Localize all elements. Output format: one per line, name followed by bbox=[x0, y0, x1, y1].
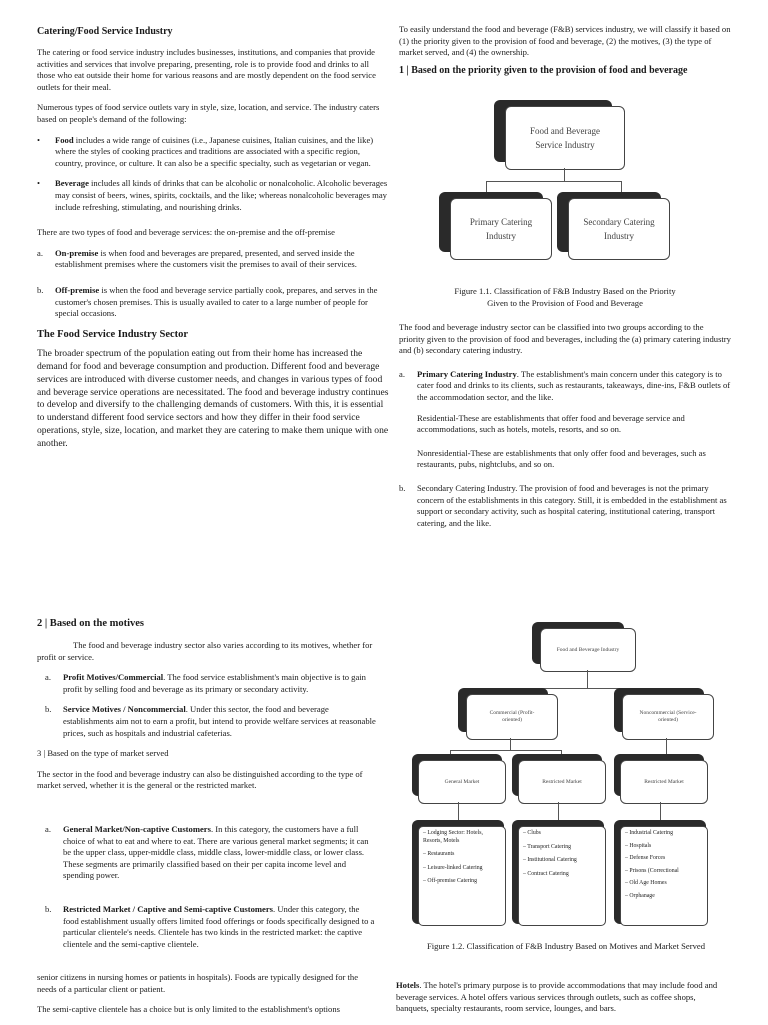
list-item-profit: a. Profit Motives/Commercial. The food service establishment's main objective is to gain profit by selling food and beverage as its primary or secondary activity. bbox=[45, 672, 366, 694]
paragraph-nonresidential: Nonresidential-These are establishments that only offer food and beverages, such as restaurants, pubs, nightclubs, and so on. bbox=[417, 447, 706, 470]
list-item-service: b. Service Motives / Noncommercial. Under this sector, the food and beverage establishments aim not to earn a profit, but intend to provide welfare services at reasonable prices, such as hospitals and industrial cafeterias. bbox=[45, 704, 376, 738]
paragraph: The semi-captive clientele has a choice but is only limited to the establishment's options bbox=[37, 1004, 340, 1015]
list-item-secondary-catering: b. Secondary Catering Industry. The provision of food and beverages is not the primary concern of the establishments in this category. Still, it is embedded in the establishment as support or secondary activity, such as hospital catering, institutional catering, transport catering, and the like. bbox=[399, 482, 727, 528]
left-top-column bbox=[37, 26, 389, 460]
list-restricted-noncommercial: – Industrial Catering – Hospitals – Defense Forces – Prisons (Correctional – Old Age Homes – Orphanage bbox=[620, 826, 708, 926]
list-general-market: – Lodging Sector: Hotels, Resorts, Motels – Restaurants – Leisure-linked Catering – Off-premise Catering bbox=[418, 826, 506, 926]
list-item-restricted-market: b. Restricted Market / Captive and Semi-captive Customers. Under this category, the food establishment usually offers limited food offerings or foods specifically designed to a particular clientele's needs. Clientele has two kinds in the restricted market: the captive clientele and the semi-captive clientele. bbox=[45, 903, 375, 949]
paragraph-hotels: Hotels. The hotel's primary purpose is to provide accommodations that may include food and beverage services. A hotel offers various services through outlets, such as coffee shops, banquets, specialty restaurants, room service, lounges, and bars. bbox=[396, 980, 718, 1014]
box-general-market: General Market bbox=[418, 760, 506, 804]
list-item-on-premise: a. On-premise is when food and beverages are prepared, presented, and served inside the establishment premises where the customers visit the premises to avail of their services. bbox=[37, 247, 357, 270]
paragraph: There are two types of food and beverage services: the on-premise and the off-premise bbox=[37, 227, 335, 238]
box-noncommercial: Noncommercial (Service-oriented) bbox=[622, 694, 714, 740]
connector bbox=[510, 738, 511, 750]
figure-caption: Figure 1.1. Classification of F&B Industry Based on the Priority Given to the Provision of Food and Beverage bbox=[454, 286, 676, 308]
left-bottom-column bbox=[37, 618, 377, 1025]
connector bbox=[564, 168, 565, 182]
section-title: Catering/Food Service Industry bbox=[37, 26, 173, 37]
paragraph: The food and beverage industry sector also varies according to its motives, whether for profit or service. bbox=[37, 640, 373, 662]
right-bottom-column bbox=[396, 980, 730, 1024]
section-heading: 1 | Based on the priority given to the provision of food and beverage bbox=[399, 64, 688, 76]
connector bbox=[486, 181, 622, 182]
box-primary-catering: Primary Catering Industry bbox=[450, 198, 552, 260]
list-item-general-market: a. General Market/Non-captive Customers. In this category, the customers have a full choice of what to eat and where to eat. There are various general market segments; it can be the upper class, upper-middle class, middle class, lower-middle class, or lower class. These segments are primarily classified based on their per capita income level and spending power. bbox=[45, 823, 369, 881]
subheading: 3 | Based on the type of market served bbox=[37, 748, 169, 759]
connector bbox=[587, 670, 588, 688]
box-secondary-catering: Secondary Catering Industry bbox=[568, 198, 670, 260]
paragraph: To easily understand the food and beverage (F&B) services industry, we will classify it based on (1) the priority given to the provision of food and beverage, (2) the motives, (3) the type of market served, and (4) the ownership. bbox=[399, 24, 731, 58]
paragraph: The sector in the food and beverage industry can also be distinguished according to the type of market served, whether it is the general or the restricted market. bbox=[37, 768, 363, 791]
right-top-column bbox=[399, 24, 731, 86]
subsection-title: The Food Service Industry Sector bbox=[37, 328, 189, 340]
box-restricted-market: Restricted Market bbox=[518, 760, 606, 804]
paragraph-residential: Residential-These are establishments that offer food and beverage service and accommodations, such as hotels, motels, resorts, and so on. bbox=[417, 412, 685, 435]
paragraph: The catering or food service industry includes businesses, institutions, and companies that provide activities and services that involve preparing, presenting, role is to provide food and drinks to all those who eat outside their home for various reasons and are mostly dependent on the food service outlets for their meal. bbox=[37, 47, 376, 92]
box-restricted-market: Restricted Market bbox=[620, 760, 708, 804]
paragraph: The broader spectrum of the population eating out from their home has increased the demand for food and beverage consumption and production. Different food and beverage services are introduced with diverse customer needs, and changes in various types of food and beverage service operations are necessitated. The food and beverage industry continues to develop and diversify to the challenging demands of customers. With this, it is essential to understand different food service sectors and how they differ in their food service operations, style, size, location, and market they are catering to make them unique with one another. bbox=[37, 348, 389, 449]
paragraph: The food and beverage industry sector can be classified into two groups according to the priority given to the provision of food and beverages, including the (a) primary catering industry and (b) secondary catering industry. bbox=[399, 322, 731, 356]
paragraph: senior citizens in nursing homes or patients in hospitals). Foods are typically designed for the needs of a particular client or patient. bbox=[37, 972, 359, 994]
list-item-off-premise: b. Off-premise is when the food and beverage service partially cook, prepares, and serves in the customer's chosen premises. This is usually availed to cater to a large number of people for special occasions. bbox=[37, 284, 378, 319]
bullet-item-food: • Food includes a wide range of cuisines (i.e., Japanese cuisines, Italian cuisines, and the like) where the styles of cooking practices and traditions are associated with a specific region, country, province, or culture. It can also be a specific specialty, such as vegetarian or vegan. bbox=[37, 134, 374, 168]
section-heading: 2 | Based on the motives bbox=[37, 618, 145, 629]
figure-caption: Figure 1.2. Classification of F&B Industry Based on Motives and Market Served bbox=[426, 941, 706, 951]
box-fb-industry: Food and Beverage Industry bbox=[540, 628, 636, 672]
box-food-and-beverage-service-industry: Food and Beverage Service Industry bbox=[505, 106, 625, 170]
bullet-item-beverage: • Beverage includes all kinds of drinks that can be alcoholic or nonalcoholic. Alcoholic beverages may consist of beers, wines, spirits, cocktails, and the like; whereas nonalcoholic beverages may include refreshing, stimulating, and nourishing drinks. bbox=[37, 178, 388, 212]
connector bbox=[450, 750, 562, 751]
box-commercial: Commercial (Profit-oriented) bbox=[466, 694, 558, 740]
right-top-body bbox=[399, 322, 731, 538]
list-item-primary-catering: a. Primary Catering Industry. The establishment's main concern under this category is to cater food and drinks to its clients, such as restaurants, takeaways, dine-ins, F&B outlets of the accommodation sector, and the like. bbox=[399, 368, 731, 402]
list-restricted-commercial: – Clubs – Transport Catering – Institutional Catering – Contract Catering bbox=[518, 826, 606, 926]
paragraph: Numerous types of food service outlets vary in style, size, location, and service. The industry caters based on people's demand of the following: bbox=[37, 102, 380, 124]
